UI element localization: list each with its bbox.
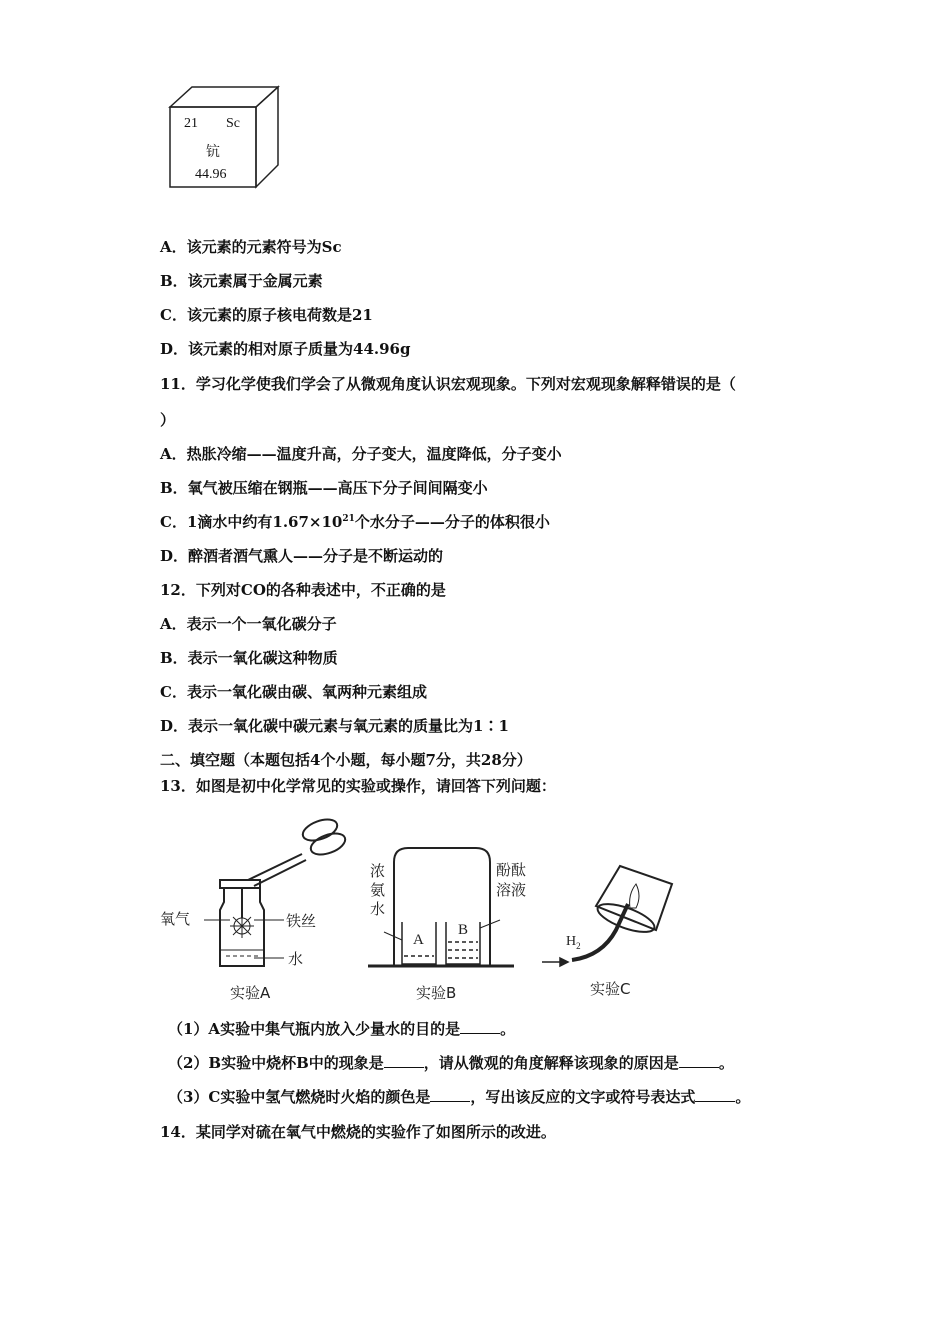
caption-experiment-b: 实验B	[416, 984, 457, 1002]
element-name: 钪	[206, 144, 220, 160]
q13-part-3	[168, 1086, 750, 1107]
q11-option-c-post: 个水分子——分子的体积很小	[354, 513, 550, 531]
tongs-icon	[248, 815, 348, 886]
q13-part-1	[168, 1018, 515, 1039]
q10-option-a: A．该元素的元素符号为Sc	[160, 238, 342, 256]
element-symbol: Sc	[226, 116, 240, 131]
label-oxygen: 氧气	[160, 910, 191, 928]
answer-blank[interactable]	[430, 1087, 470, 1102]
q11-option-d: D．醉酒者酒气熏人——分子是不断运动的	[160, 547, 444, 565]
inverted-cup-icon	[594, 866, 672, 938]
q12-option-a: A．表示一个一氧化碳分子	[160, 615, 337, 633]
tube-icon	[572, 904, 628, 960]
q13-p3-post: 。	[735, 1088, 751, 1106]
label-iron-wire: 铁丝	[286, 912, 317, 930]
spark-icon	[230, 914, 254, 938]
answer-blank[interactable]	[679, 1053, 719, 1068]
q10-option-c: C．该元素的原子核电荷数是21	[160, 306, 373, 324]
arrow-icon	[542, 958, 568, 966]
q12-option-c: C．表示一氧化碳由碳、氧两种元素组成	[160, 683, 427, 701]
q10-option-d: D．该元素的相对原子质量为44.96g	[160, 340, 411, 358]
q13-stem: 13．如图是初中化学常见的实验或操作，请回答下列问题：	[160, 777, 556, 795]
q11-stem-end: ）	[160, 411, 176, 429]
section-heading: 二、填空题（本题包括4个小题，每小题7分，共28分）	[160, 751, 532, 769]
label-h2-main: H	[566, 934, 577, 949]
q10-option-b: B．该元素属于金属元素	[160, 272, 323, 290]
q13-figure	[150, 810, 710, 1010]
q11-option-c	[160, 511, 550, 532]
q13-part-2	[168, 1052, 734, 1073]
beaker-a-label: A	[413, 932, 424, 948]
atomic-mass: 44.96	[195, 167, 227, 182]
answer-blank[interactable]	[460, 1019, 500, 1034]
label-water: 水	[288, 950, 304, 968]
label-h2-sub: 2	[576, 940, 581, 951]
q11-option-c-sup: 21	[342, 514, 355, 524]
element-tile	[168, 85, 280, 189]
q14-stem: 14．某同学对硫在氧气中燃烧的实验作了如图所示的改进。	[160, 1123, 556, 1141]
flame-icon	[630, 884, 639, 908]
q12-option-d: D．表示一氧化碳中碳元素与氧元素的质量比为1∶1	[160, 717, 509, 735]
q12-stem: 12．下列对CO的各种表述中，不正确的是	[160, 581, 446, 599]
q13-p3-mid: ，写出该反应的文字或符号表达式	[470, 1088, 696, 1106]
q12-option-b: B．表示一氧化碳这种物质	[160, 649, 338, 667]
label-ammonia: 浓氨水	[370, 862, 386, 918]
q13-p1-pre: （1）A实验中集气瓶内放入少量水的目的是	[168, 1020, 461, 1038]
q13-p2-mid: ，请从微观的角度解释该现象的原因是	[423, 1054, 679, 1072]
q11-option-c-pre: C．1滴水中约有1.67×10	[160, 513, 343, 531]
q13-p2-pre: （2）B实验中烧杯B中的现象是	[168, 1054, 384, 1072]
q13-p2-post: 。	[718, 1054, 734, 1072]
answer-blank[interactable]	[384, 1053, 424, 1068]
q11-stem: 11．学习化学使我们学会了从微观角度认识宏观现象。下列对宏观现象解释错误的是（	[160, 375, 736, 393]
label-h2	[566, 934, 581, 951]
beaker-b-label: B	[458, 922, 469, 938]
q13-p3-pre: （3）C实验中氢气燃烧时火焰的颜色是	[168, 1088, 431, 1106]
q13-p1-post: 。	[500, 1020, 516, 1038]
caption-experiment-c: 实验C	[590, 980, 631, 998]
answer-blank[interactable]	[695, 1087, 735, 1102]
atomic-number: 21	[184, 116, 198, 131]
q11-option-a: A．热胀冷缩——温度升高，分子变大，温度降低，分子变小	[160, 445, 562, 463]
caption-experiment-a: 实验A	[230, 984, 271, 1002]
label-phenolphthalein: 酚酞溶液	[496, 861, 527, 899]
bell-jar-icon	[368, 848, 514, 966]
q11-option-b: B．氧气被压缩在钢瓶——高压下分子间间隔变小	[160, 479, 488, 497]
